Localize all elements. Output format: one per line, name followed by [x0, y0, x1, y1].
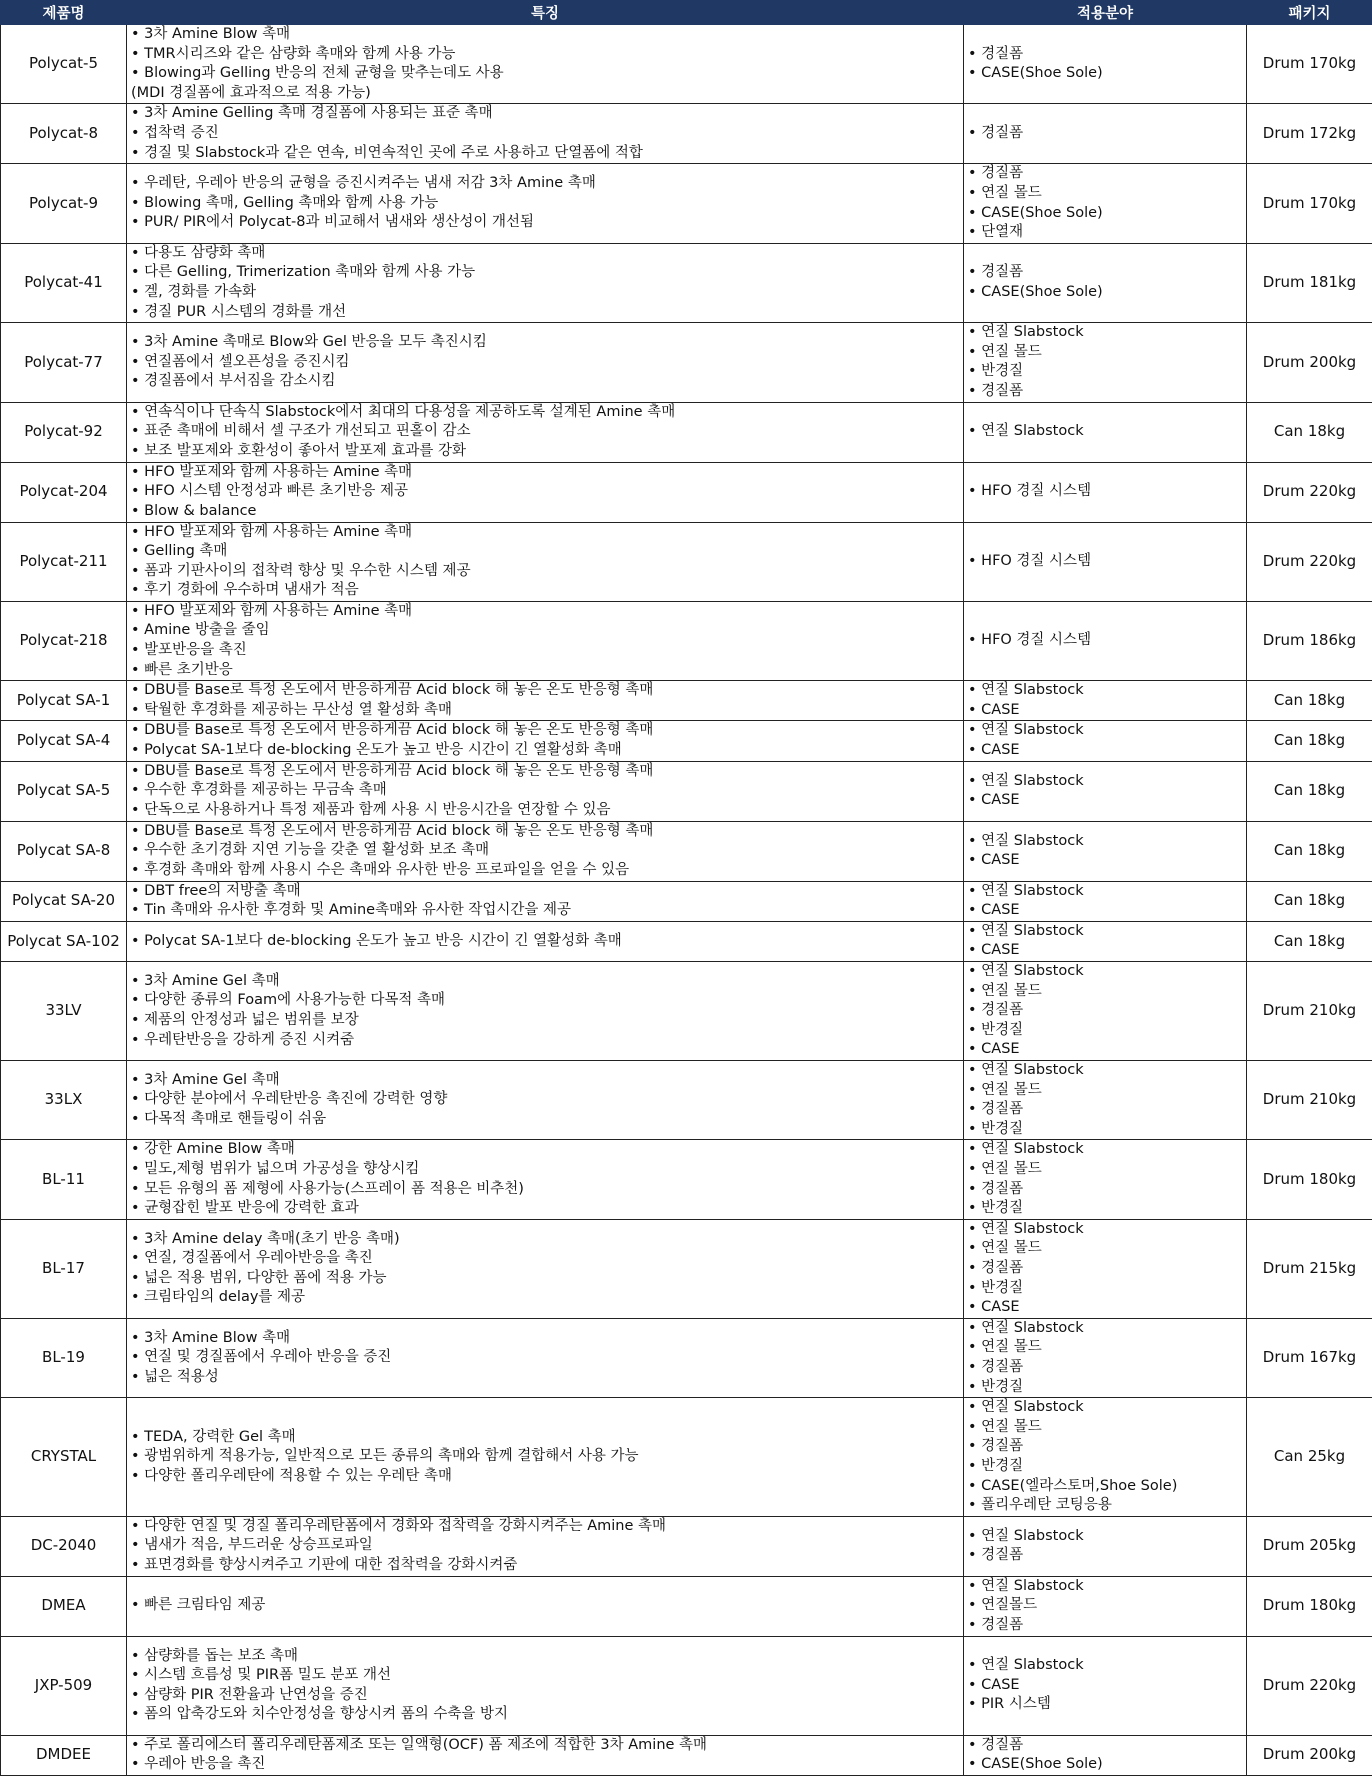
feature-line: • 삼량화 PIR 전환율과 난연성을 증진 [131, 1686, 959, 1706]
package-cell: Can 18kg [1247, 921, 1372, 961]
feature-line: • 모든 유형의 폼 제형에 사용가능(스프레이 폼 적용은 비추천) [131, 1180, 959, 1200]
feature-line: • 보조 발포제와 호환성이 좋아서 발포제 효과를 강화 [131, 442, 959, 462]
package-cell: Can 25kg [1247, 1398, 1372, 1517]
product-name-cell: CRYSTAL [1, 1398, 127, 1517]
package-cell: Drum 210kg [1247, 962, 1372, 1061]
product-name-cell: Polycat-92 [1, 402, 127, 462]
application-cell [964, 1735, 1247, 1775]
application-line: • 연질 Slabstock [968, 1398, 1242, 1418]
features-cell [127, 164, 964, 243]
application-cell [964, 1318, 1247, 1397]
table-row [1, 402, 1372, 462]
application-cell [964, 1636, 1247, 1735]
application-line: • HFO 경질 시스템 [968, 631, 1242, 651]
application-line: • 연질 Slabstock [968, 1656, 1242, 1676]
application-line: • CASE [968, 701, 1242, 721]
application-line: • 연질 몰드 [968, 1418, 1242, 1438]
features-cell [127, 462, 964, 522]
feature-line: • 경질폼에서 부서짐을 감소시킴 [131, 372, 959, 392]
product-name-cell: BL-19 [1, 1318, 127, 1397]
product-name-cell: JXP-509 [1, 1636, 127, 1735]
application-line: • 연질 몰드 [968, 1338, 1242, 1358]
feature-line: • 넓은 적용성 [131, 1368, 959, 1388]
feature-line: • TEDA, 강력한 Gel 촉매 [131, 1428, 959, 1448]
feature-line: • DBT free의 저방출 촉매 [131, 882, 959, 902]
application-cell [964, 1061, 1247, 1140]
application-cell [964, 601, 1247, 680]
feature-line: • HFO 발포제와 함께 사용하는 Amine 촉매 [131, 463, 959, 483]
application-line: • 연질 Slabstock [968, 962, 1242, 982]
application-line: • 연질 몰드 [968, 982, 1242, 1002]
feature-line: • 강한 Amine Blow 촉매 [131, 1140, 959, 1160]
application-line: • 경질폼 [968, 1546, 1242, 1566]
feature-line: • 폼의 압축강도와 치수안정성을 향상시켜 폼의 수축을 방지 [131, 1705, 959, 1725]
features-cell [127, 681, 964, 721]
feature-line: • HFO 발포제와 함께 사용하는 Amine 촉매 [131, 602, 959, 622]
application-line: • 반경질 [968, 1120, 1242, 1140]
application-line: • 연질 Slabstock [968, 832, 1242, 852]
application-cell [964, 1576, 1247, 1636]
application-line: • 경질폼 [968, 1736, 1242, 1756]
feature-line: • 시스템 흐름성 및 PIR폼 밀도 분포 개선 [131, 1666, 959, 1686]
product-name-cell: 33LX [1, 1061, 127, 1140]
table-row [1, 1140, 1372, 1219]
feature-line: • 균형잡힌 발포 반응에 강력한 효과 [131, 1199, 959, 1219]
features-cell [127, 522, 964, 601]
package-cell: Can 18kg [1247, 821, 1372, 881]
feature-line: • 우수한 후경화를 제공하는 무금속 촉매 [131, 781, 959, 801]
table-row [1, 681, 1372, 721]
feature-line: • DBU를 Base로 특정 온도에서 반응하게끔 Acid block 해 놓은 온도 반응형 촉매 [131, 681, 959, 701]
table-row [1, 1516, 1372, 1576]
feature-line: • Amine 방출을 줄임 [131, 621, 959, 641]
feature-line: • TMR시리즈와 같은 삼량화 촉매와 함께 사용 가능 [131, 45, 959, 65]
application-line: • CASE [968, 1298, 1242, 1318]
feature-line: • 표면경화를 향상시켜주고 기판에 대한 접착력을 강화시켜줌 [131, 1556, 959, 1576]
feature-line: • 3차 Amine Gel 촉매 [131, 1071, 959, 1091]
feature-line: • 우레탄반응을 강하게 증진 시켜줌 [131, 1031, 959, 1051]
application-line: • 연질 몰드 [968, 1239, 1242, 1259]
application-cell [964, 104, 1247, 164]
table-row [1, 1636, 1372, 1735]
product-name-cell: Polycat-8 [1, 104, 127, 164]
feature-line: • 삼량화를 돕는 보조 촉매 [131, 1647, 959, 1667]
application-line: • CASE [968, 851, 1242, 871]
features-cell [127, 1516, 964, 1576]
product-name-cell: Polycat SA-5 [1, 761, 127, 821]
package-cell: Drum 180kg [1247, 1576, 1372, 1636]
product-name-cell: DC-2040 [1, 1516, 127, 1576]
application-line: • 연질 Slabstock [968, 1061, 1242, 1081]
application-line: • 경질폼 [968, 45, 1242, 65]
feature-line: • 발포반응을 촉진 [131, 641, 959, 661]
application-cell [964, 1398, 1247, 1517]
table-row [1, 25, 1372, 104]
features-cell [127, 243, 964, 322]
feature-line: • 광범위하게 적용가능, 일반적으로 모든 종류의 촉매와 함께 결합해서 사용 가능 [131, 1447, 959, 1467]
application-line: • 연질 Slabstock [968, 772, 1242, 792]
features-cell [127, 1140, 964, 1219]
application-cell [964, 681, 1247, 721]
table-row [1, 462, 1372, 522]
application-line: • 연질 몰드 [968, 184, 1242, 204]
application-line: • 경질폼 [968, 263, 1242, 283]
feature-line: • HFO 시스템 안정성과 빠른 초기반응 제공 [131, 482, 959, 502]
application-line: • 연질 Slabstock [968, 922, 1242, 942]
product-name-cell: 33LV [1, 962, 127, 1061]
table-row [1, 1061, 1372, 1140]
application-line: • 연질 Slabstock [968, 422, 1242, 442]
product-name-cell: Polycat-204 [1, 462, 127, 522]
application-line: • 경질폼 [968, 1001, 1242, 1021]
application-cell [964, 821, 1247, 881]
table-row [1, 721, 1372, 761]
application-cell [964, 1516, 1247, 1576]
application-line: • 단열재 [968, 223, 1242, 243]
application-line: • 경질폼 [968, 1358, 1242, 1378]
product-name-cell: BL-17 [1, 1219, 127, 1318]
application-line: • 반경질 [968, 1457, 1242, 1477]
application-line: • HFO 경질 시스템 [968, 482, 1242, 502]
application-line: • 연질 몰드 [968, 343, 1242, 363]
feature-line: • 크림타임의 delay를 제공 [131, 1288, 959, 1308]
feature-line: • 표준 촉매에 비해서 셀 구조가 개선되고 핀홀이 감소 [131, 422, 959, 442]
product-name-cell: DMDEE [1, 1735, 127, 1775]
feature-line: • 제품의 안정성과 넓은 범위를 보장 [131, 1011, 959, 1031]
package-cell: Drum 215kg [1247, 1219, 1372, 1318]
package-cell: Can 18kg [1247, 681, 1372, 721]
application-line: • 경질폼 [968, 1180, 1242, 1200]
application-line: • 연질 Slabstock [968, 1220, 1242, 1240]
package-cell: Drum 181kg [1247, 243, 1372, 322]
features-cell [127, 1061, 964, 1140]
product-name-cell: Polycat SA-8 [1, 821, 127, 881]
application-line: • PIR 시스템 [968, 1695, 1242, 1715]
application-line: • 경질폼 [968, 1437, 1242, 1457]
application-line: • 연질 Slabstock [968, 721, 1242, 741]
features-cell [127, 323, 964, 402]
package-cell: Drum 170kg [1247, 164, 1372, 243]
application-line: • CASE(Shoe Sole) [968, 1755, 1242, 1775]
product-name-cell: BL-11 [1, 1140, 127, 1219]
application-line: • 반경질 [968, 362, 1242, 382]
features-cell [127, 1398, 964, 1517]
application-line: • 반경질 [968, 1378, 1242, 1398]
application-cell [964, 25, 1247, 104]
product-name-cell: Polycat-9 [1, 164, 127, 243]
application-line: • 연질 Slabstock [968, 323, 1242, 343]
feature-line: • 다목적 촉매로 핸들링이 쉬움 [131, 1110, 959, 1130]
feature-line: • Tin 촉매와 유사한 후경화 및 Amine촉매와 유사한 작업시간을 제공 [131, 901, 959, 921]
feature-line: • 탁월한 후경화를 제공하는 무산성 열 활성화 촉매 [131, 701, 959, 721]
package-cell: Drum 180kg [1247, 1140, 1372, 1219]
product-name-cell: Polycat-77 [1, 323, 127, 402]
feature-line: • 단독으로 사용하거나 특정 제품과 함께 사용 시 반응시간을 연장할 수 있음 [131, 801, 959, 821]
feature-line: • 3차 Amine delay 촉매(초기 반응 촉매) [131, 1230, 959, 1250]
application-cell [964, 721, 1247, 761]
feature-line: • 폼과 기판사이의 접착력 향상 및 우수한 시스템 제공 [131, 562, 959, 582]
application-line: • 연질 Slabstock [968, 1527, 1242, 1547]
table-row [1, 1576, 1372, 1636]
features-cell [127, 962, 964, 1061]
application-line: • 폴리우레탄 코팅응용 [968, 1496, 1242, 1516]
feature-line: • DBU를 Base로 특정 온도에서 반응하게끔 Acid block 해 놓은 온도 반응형 촉매 [131, 721, 959, 741]
application-line: • 경질폼 [968, 1259, 1242, 1279]
package-cell: Drum 220kg [1247, 1636, 1372, 1735]
features-cell [127, 601, 964, 680]
features-cell [127, 921, 964, 961]
product-name-cell: Polycat SA-102 [1, 921, 127, 961]
feature-line: • 경질 및 Slabstock과 같은 연속, 비연속적인 곳에 주로 사용하고 단열폼에 적합 [131, 144, 959, 164]
application-cell [964, 323, 1247, 402]
product-name-cell: DMEA [1, 1576, 127, 1636]
application-line: • 경질폼 [968, 1616, 1242, 1636]
feature-line: • 3차 Amine 촉매로 Blow와 Gel 반응을 모두 촉진시킴 [131, 333, 959, 353]
application-line: • CASE [968, 741, 1242, 761]
feature-line: • PUR/ PIR에서 Polycat-8과 비교해서 냄새와 생산성이 개선됨 [131, 213, 959, 233]
application-line: • 연질 Slabstock [968, 882, 1242, 902]
application-line: • 연질 Slabstock [968, 1577, 1242, 1597]
feature-line: • 후경화 촉매와 함께 사용시 수은 촉매와 유사한 반응 프로파일을 얻을 수 있음 [131, 861, 959, 881]
features-cell [127, 104, 964, 164]
table-body [1, 25, 1372, 1776]
feature-line: • 3차 Amine Gel 촉매 [131, 972, 959, 992]
application-cell [964, 402, 1247, 462]
features-cell [127, 1219, 964, 1318]
features-cell [127, 761, 964, 821]
application-cell [964, 962, 1247, 1061]
feature-line: • Blowing과 Gelling 반응의 전체 균형을 맞추는데도 사용 [131, 64, 959, 84]
application-line: • CASE(Shoe Sole) [968, 283, 1242, 303]
application-line: • 반경질 [968, 1021, 1242, 1041]
application-line: • 경질폼 [968, 382, 1242, 402]
feature-line: • HFO 발포제와 함께 사용하는 Amine 촉매 [131, 523, 959, 543]
package-cell: Drum 220kg [1247, 522, 1372, 601]
product-name-cell: Polycat SA-1 [1, 681, 127, 721]
table-row [1, 821, 1372, 881]
table-row [1, 323, 1372, 402]
application-line: • 연질 Slabstock [968, 681, 1242, 701]
feature-line: • 3차 Amine Blow 촉매 [131, 25, 959, 45]
feature-line: • DBU를 Base로 특정 온도에서 반응하게끔 Acid block 해 놓은 온도 반응형 촉매 [131, 822, 959, 842]
application-line: • 반경질 [968, 1199, 1242, 1219]
application-line: • 경질폼 [968, 1100, 1242, 1120]
application-line: • 경질폼 [968, 164, 1242, 184]
package-cell: Drum 220kg [1247, 462, 1372, 522]
feature-line: • 우수한 초기경화 지연 기능을 갖춘 열 활성화 보조 촉매 [131, 841, 959, 861]
feature-line: • 냄새가 적음, 부드러운 상승프로파일 [131, 1536, 959, 1556]
table-row [1, 921, 1372, 961]
application-line: • CASE(Shoe Sole) [968, 64, 1242, 84]
feature-line: • 연속식이나 단속식 Slabstock에서 최대의 다용성을 제공하도록 설계된 Amine 촉매 [131, 403, 959, 423]
application-line: • 연질 Slabstock [968, 1140, 1242, 1160]
header-row [1, 1, 1372, 25]
feature-line: • 3차 Amine Gelling 촉매 경질폼에 사용되는 표준 촉매 [131, 104, 959, 124]
package-cell: Can 18kg [1247, 402, 1372, 462]
feature-line: • 후기 경화에 우수하며 냄새가 적음 [131, 581, 959, 601]
header-application: 적용분야 [964, 1, 1247, 25]
application-line: • CASE(Shoe Sole) [968, 204, 1242, 224]
package-cell: Drum 210kg [1247, 1061, 1372, 1140]
package-cell: Drum 172kg [1247, 104, 1372, 164]
features-cell [127, 721, 964, 761]
feature-line: • 다양한 분야에서 우레탄반응 촉진에 강력한 영향 [131, 1090, 959, 1110]
features-cell [127, 25, 964, 104]
header-features: 특징 [127, 1, 964, 25]
table-row [1, 243, 1372, 322]
feature-line: • Blowing 촉매, Gelling 촉매와 함께 사용 가능 [131, 194, 959, 214]
feature-line: • 다양한 폴리우레탄에 적용할 수 있는 우레탄 촉매 [131, 1467, 959, 1487]
product-name-cell: Polycat SA-4 [1, 721, 127, 761]
feature-line: • 겔, 경화를 가속화 [131, 283, 959, 303]
application-line: • CASE [968, 1676, 1242, 1696]
feature-line: • 넓은 적용 범위, 다양한 폼에 적용 가능 [131, 1269, 959, 1289]
feature-line: • 우레탄, 우레아 반응의 균형을 증진시켜주는 냄새 저감 3차 Amine 촉매 [131, 174, 959, 194]
product-name-cell: Polycat-211 [1, 522, 127, 601]
feature-line: • 다른 Gelling, Trimerization 촉매와 함께 사용 가능 [131, 263, 959, 283]
table-row [1, 1398, 1372, 1517]
feature-line: • Blow & balance [131, 502, 959, 522]
table-row [1, 962, 1372, 1061]
application-cell [964, 522, 1247, 601]
feature-line: • 우레아 반응을 촉진 [131, 1755, 959, 1775]
feature-line: • 접착력 증진 [131, 124, 959, 144]
features-cell [127, 821, 964, 881]
features-cell [127, 1636, 964, 1735]
product-name-cell: Polycat SA-20 [1, 881, 127, 921]
product-name-cell: Polycat-218 [1, 601, 127, 680]
table-row [1, 881, 1372, 921]
application-line: • CASE [968, 791, 1242, 811]
application-line: • 연질 Slabstock [968, 1319, 1242, 1339]
application-cell [964, 1219, 1247, 1318]
features-cell [127, 881, 964, 921]
feature-line: • 주로 폴리에스터 폴리우레탄폼제조 또는 일액형(OCF) 폼 제조에 적합한 3차 Amine 촉매 [131, 1736, 959, 1756]
feature-line: • 3차 Amine Blow 촉매 [131, 1329, 959, 1349]
header-product-name: 제품명 [1, 1, 127, 25]
table-row [1, 761, 1372, 821]
application-cell [964, 921, 1247, 961]
application-cell [964, 462, 1247, 522]
header-package: 패키지 [1247, 1, 1372, 25]
application-line: • 경질폼 [968, 124, 1242, 144]
application-line: • HFO 경질 시스템 [968, 552, 1242, 572]
application-cell [964, 1140, 1247, 1219]
feature-line: • 연질, 경질폼에서 우레아반응을 촉진 [131, 1249, 959, 1269]
feature-line: • 다양한 연질 및 경질 폴리우레탄폼에서 경화와 접착력을 강화시켜주는 Amine 촉매 [131, 1517, 959, 1537]
table-row [1, 1735, 1372, 1775]
package-cell: Drum 170kg [1247, 25, 1372, 104]
table-row [1, 104, 1372, 164]
application-cell [964, 881, 1247, 921]
package-cell: Drum 186kg [1247, 601, 1372, 680]
table-row [1, 522, 1372, 601]
table-row [1, 1219, 1372, 1318]
application-line: • CASE(엘라스토머,Shoe Sole) [968, 1477, 1242, 1497]
application-line: • CASE [968, 1040, 1242, 1060]
application-line: • CASE [968, 941, 1242, 961]
package-cell: Drum 167kg [1247, 1318, 1372, 1397]
package-cell: Can 18kg [1247, 761, 1372, 821]
feature-line: • 경질 PUR 시스템의 경화를 개선 [131, 303, 959, 323]
package-cell: Drum 200kg [1247, 1735, 1372, 1775]
feature-line: • 밀도,제형 범위가 넓으며 가공성을 향상시킴 [131, 1160, 959, 1180]
application-line: • CASE [968, 901, 1242, 921]
table-row [1, 1318, 1372, 1397]
product-name-cell: Polycat-41 [1, 243, 127, 322]
package-cell: Can 18kg [1247, 881, 1372, 921]
feature-line: • Polycat SA-1보다 de-blocking 온도가 높고 반응 시간이 긴 열활성화 촉매 [131, 741, 959, 761]
features-cell [127, 1735, 964, 1775]
features-cell [127, 1318, 964, 1397]
feature-line: • DBU를 Base로 특정 온도에서 반응하게끔 Acid block 해 놓은 온도 반응형 촉매 [131, 762, 959, 782]
feature-line: • 빠른 크림타임 제공 [131, 1596, 959, 1616]
product-name-cell: Polycat-5 [1, 25, 127, 104]
feature-line: • Polycat SA-1보다 de-blocking 온도가 높고 반응 시간이 긴 열활성화 촉매 [131, 932, 959, 952]
application-line: • 연질 몰드 [968, 1081, 1242, 1101]
feature-line: • 연질 및 경질폼에서 우레아 반응을 증진 [131, 1348, 959, 1368]
application-line: • 반경질 [968, 1279, 1242, 1299]
features-cell [127, 1576, 964, 1636]
application-cell [964, 243, 1247, 322]
table-row [1, 164, 1372, 243]
package-cell: Drum 200kg [1247, 323, 1372, 402]
application-line: • 연질 몰드 [968, 1160, 1242, 1180]
package-cell: Drum 205kg [1247, 1516, 1372, 1576]
application-cell [964, 164, 1247, 243]
application-line: • 연질몰드 [968, 1596, 1242, 1616]
feature-line: • Gelling 촉매 [131, 542, 959, 562]
application-cell [964, 761, 1247, 821]
feature-line: (MDI 경질폼에 효과적으로 적용 가능) [131, 84, 959, 104]
feature-line: • 다양한 종류의 Foam에 사용가능한 다목적 촉매 [131, 991, 959, 1011]
table-row [1, 601, 1372, 680]
feature-line: • 다용도 삼량화 촉매 [131, 244, 959, 264]
feature-line: • 빠른 초기반응 [131, 661, 959, 681]
package-cell: Can 18kg [1247, 721, 1372, 761]
feature-line: • 연질폼에서 셀오픈성을 증진시킴 [131, 353, 959, 373]
features-cell [127, 402, 964, 462]
